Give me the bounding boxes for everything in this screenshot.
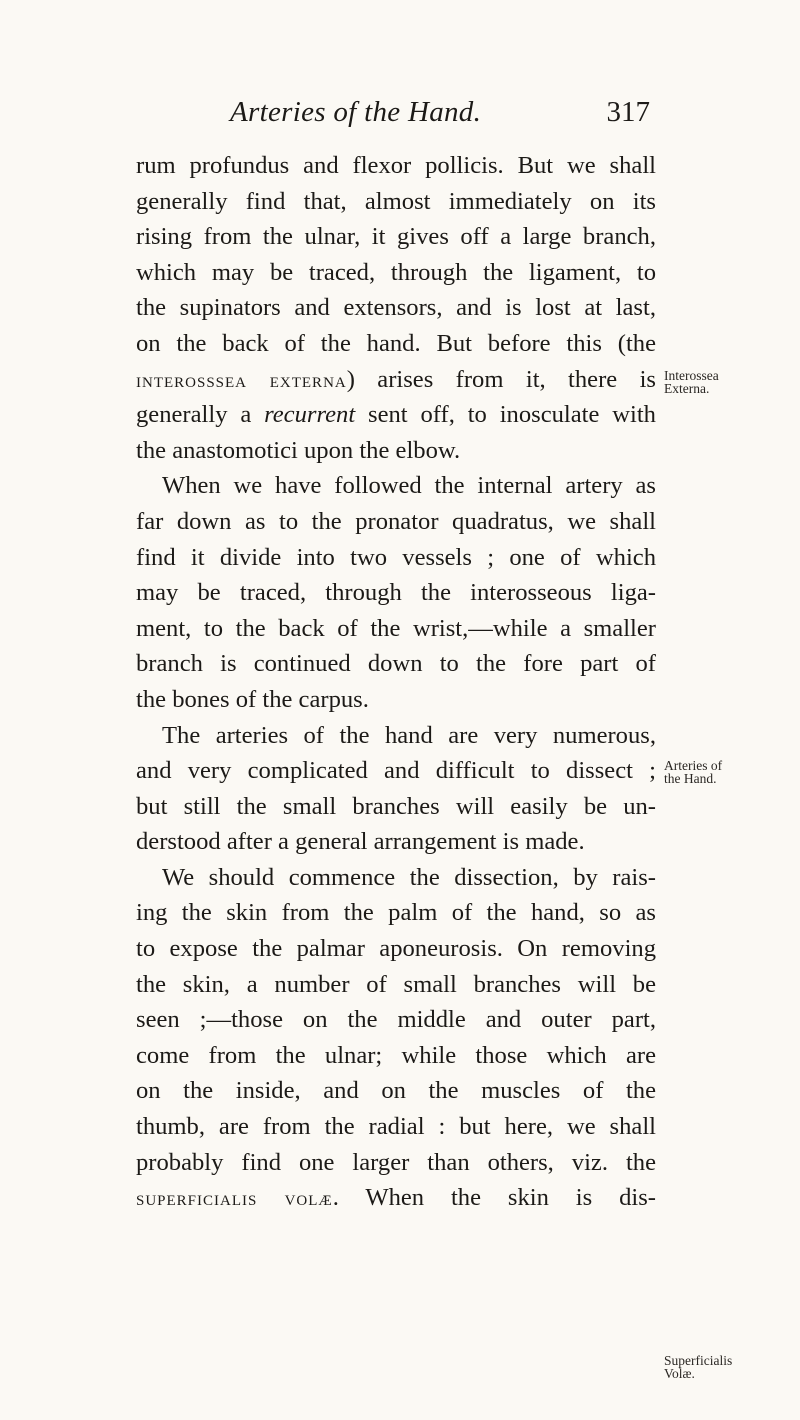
- line-text: but still the small branches will easily be un-: [136, 792, 656, 820]
- text-line: [136, 1038, 656, 1074]
- italic-term: recurrent: [264, 401, 356, 429]
- text-line: [136, 1109, 656, 1145]
- line-text: the skin, a number of small branches will be: [136, 970, 656, 998]
- running-head: Arteries of the Hand.: [230, 96, 482, 128]
- line-text: probably find one larger than others, viz. the: [136, 1148, 656, 1176]
- line-text: branch is continued down to the fore part of: [136, 650, 656, 678]
- line-text: the bones of the carpus.: [136, 685, 369, 713]
- margin-note-superficialis: [664, 1354, 774, 1380]
- page-header: [230, 96, 650, 136]
- line-text: far down as to the pronator quadratus, we shall: [136, 507, 656, 535]
- margin-note-line: Interossea: [664, 368, 719, 383]
- text-line: [136, 362, 656, 398]
- line-text: The arteries of the hand are very numerous,: [162, 721, 656, 749]
- line-text: on the inside, and on the muscles of the: [136, 1077, 656, 1105]
- text-line: [136, 1073, 656, 1109]
- text-line: [136, 824, 656, 860]
- line-text: which may be traced, through the ligament, to: [136, 258, 656, 286]
- text-line: [136, 1180, 656, 1216]
- margin-note-line: Arteries of: [664, 758, 723, 773]
- body-text: [136, 148, 656, 1216]
- line-text: thumb, are from the radial : but here, we shall: [136, 1113, 656, 1141]
- line-text: find it divide into two vessels ; one of which: [136, 543, 656, 571]
- text-line: [136, 895, 656, 931]
- text-line: [136, 326, 656, 362]
- text-line: [136, 611, 656, 647]
- line-text: may be traced, through the interosseous liga-: [136, 579, 656, 607]
- text-line: [136, 540, 656, 576]
- line-text: rising from the ulnar, it gives off a large branch,: [136, 223, 656, 251]
- text-line: [136, 468, 656, 504]
- line-text: ing the skin from the palm of the hand, so as: [136, 899, 656, 927]
- line-text: sent off, to inosculate with: [355, 401, 656, 429]
- small-caps-term: superficialis volæ: [136, 1185, 333, 1211]
- text-line: [136, 290, 656, 326]
- text-line: [136, 718, 656, 754]
- text-line: [136, 1002, 656, 1038]
- text-line: [136, 753, 656, 789]
- line-text: ) arises from it, there is: [346, 365, 656, 393]
- text-line: [136, 433, 656, 469]
- margin-note-interossea: [664, 369, 774, 395]
- line-text: on the back of the hand. But before this (the: [136, 329, 656, 357]
- text-line: [136, 219, 656, 255]
- text-line: [136, 255, 656, 291]
- text-line: [136, 931, 656, 967]
- text-line: [136, 860, 656, 896]
- text-line: [136, 504, 656, 540]
- line-text: to expose the palmar aponeurosis. On removing: [136, 935, 656, 963]
- line-text: ment, to the back of the wrist,—while a smaller: [136, 614, 656, 642]
- text-line: [136, 682, 656, 718]
- line-text: generally find that, almost immediately on its: [136, 187, 656, 215]
- line-text: the supinators and extensors, and is lost at last,: [136, 294, 656, 322]
- line-text: come from the ulnar; while those which are: [136, 1041, 656, 1069]
- page-number: 317: [606, 96, 650, 128]
- line-text: generally a: [136, 401, 265, 429]
- line-text: . When the skin is dis-: [332, 1184, 656, 1212]
- text-line: [136, 646, 656, 682]
- line-text: derstood after a general arrangement is made.: [136, 828, 585, 856]
- margin-note-line: Externa.: [664, 381, 710, 396]
- line-text: the anastomotici upon the elbow.: [136, 436, 461, 464]
- text-line: [136, 967, 656, 1003]
- line-text: seen ;—those on the middle and outer part,: [136, 1006, 656, 1034]
- text-line: [136, 148, 656, 184]
- margin-note-line: Volæ.: [664, 1366, 695, 1381]
- line-text: and very complicated and difficult to dissect ;: [136, 757, 656, 785]
- line-text: When we have followed the internal artery as: [162, 472, 656, 500]
- text-line: [136, 575, 656, 611]
- margin-note-line: the Hand.: [664, 771, 717, 786]
- margin-note-arteries-of-hand: [664, 759, 774, 785]
- text-line: [136, 789, 656, 825]
- line-text: rum profundus and flexor pollicis. But we shall: [136, 152, 656, 179]
- line-text: We should commence the dissection, by rais-: [162, 863, 656, 891]
- margin-note-line: Superficialis: [664, 1353, 733, 1368]
- text-line: [136, 1145, 656, 1181]
- small-caps-term: interosssea externa: [136, 366, 347, 392]
- text-line: [136, 397, 656, 433]
- text-line: [136, 184, 656, 220]
